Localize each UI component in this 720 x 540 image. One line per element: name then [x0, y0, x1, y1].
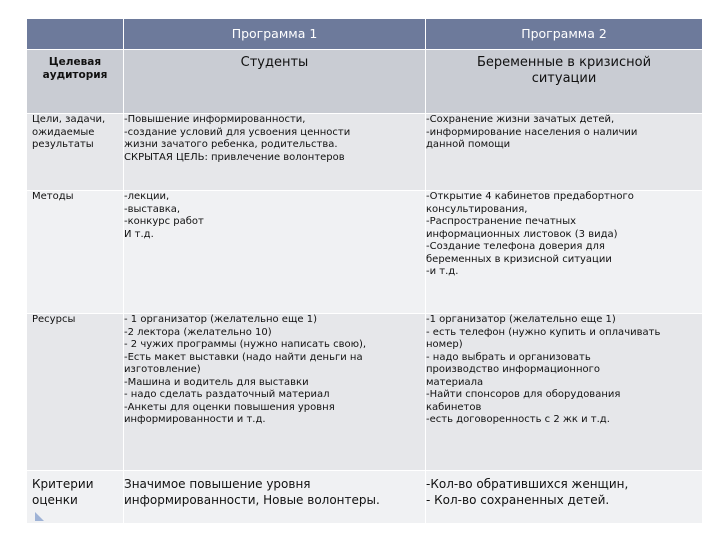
slide-corner-marker: [35, 512, 44, 521]
goals-program-2: [426, 114, 703, 191]
cell-line: оценки: [32, 492, 78, 507]
cell-line: Цели, задачи,: [32, 114, 106, 125]
cell-line: Методы: [32, 191, 74, 202]
cell-line: беременных в кризисной ситуации: [426, 253, 612, 265]
cell-line: информированности, Новые волонтеры.: [124, 492, 380, 507]
cell-line: -Распространение печатных: [426, 216, 577, 227]
cell-line: Значимое повышение уровня: [124, 477, 311, 491]
cell-line: - есть телефон (нужно купить и оплачивать: [426, 326, 661, 338]
audience-label: [27, 50, 124, 114]
audience-program-1: Студенты: [124, 50, 426, 114]
row-criteria: [27, 471, 703, 524]
cell-line: -Машина и водитель для выставки: [124, 376, 309, 388]
row-goals: [27, 114, 703, 191]
cell-line: СКРЫТАЯ ЦЕЛЬ: привлечение волонтеров: [124, 151, 345, 163]
criteria-program-1: [124, 471, 426, 524]
cell-line: номер): [426, 339, 463, 350]
methods-label: [27, 191, 124, 314]
cell-line: информационных листовок (3 вида): [426, 228, 618, 240]
cell-line: - надо сделать раздаточный материал: [124, 389, 330, 400]
header-row: [27, 19, 703, 50]
cell-line: жизни зачатого ребенка, родительства.: [124, 139, 338, 150]
comparison-table: [26, 18, 703, 524]
criteria-program-2: [426, 471, 703, 524]
cell-line: -Сохранение жизни зачатых детей,: [426, 114, 615, 125]
cell-line: кабинетов: [426, 401, 482, 413]
methods-program-2: [426, 191, 703, 314]
cell-line: производство информационного: [426, 364, 600, 375]
cell-line: -Найти спонсоров для оборудования: [426, 389, 621, 400]
cell-line: - Кол-во сохраненных детей.: [426, 492, 610, 507]
cell-line: -2 лектора (желательно 10): [124, 326, 272, 338]
cell-line: изготовление): [124, 364, 201, 375]
header-program-2: Программа 2: [426, 19, 703, 50]
resources-program-2: [426, 314, 703, 471]
cell-line: ожидаемые: [32, 126, 95, 138]
goals-program-1: [124, 114, 426, 191]
cell-line: данной помощи: [426, 139, 511, 150]
cell-line: -информирование населения о наличии: [426, 126, 638, 138]
cell-line: -Кол-во обратившихся женщин,: [426, 477, 629, 491]
audience-p2-line: ситуации: [531, 71, 597, 87]
cell-line: - 1 организатор (желательно еще 1): [124, 314, 317, 325]
resources-label: [27, 314, 124, 471]
row-resources: [27, 314, 703, 471]
cell-line: - 2 чужих программы (нужно написать свою),: [124, 339, 367, 350]
cell-line: -Создание телефона доверия для: [426, 241, 605, 252]
cell-line: материала: [426, 376, 484, 388]
methods-program-1: [124, 191, 426, 314]
cell-line: -конкурс работ: [124, 216, 204, 227]
header-empty-cell: [27, 19, 124, 50]
cell-line: результаты: [32, 139, 94, 150]
cell-line: -лекции,: [124, 191, 170, 202]
audience-label-line: аудитория: [42, 69, 108, 82]
cell-line: -есть договоренность с 2 жк и т.д.: [426, 414, 610, 425]
row-audience: [27, 50, 703, 114]
audience-program-2: [426, 50, 703, 114]
cell-line: И т.д.: [124, 228, 154, 240]
resources-program-1: [124, 314, 426, 471]
cell-line: -и т.д.: [426, 266, 459, 277]
cell-line: информированности и т.д.: [124, 414, 266, 425]
goals-label: [27, 114, 124, 191]
audience-p2-line: Беременные в кризисной: [476, 55, 652, 70]
cell-line: -создание условий для усвоения ценности: [124, 126, 351, 138]
header-program-1: Программа 1: [124, 19, 426, 50]
audience-label-line: Целевая: [48, 56, 102, 68]
cell-line: -Повышение информированности,: [124, 114, 306, 125]
cell-line: Критерии: [32, 477, 94, 491]
cell-line: -Открытие 4 кабинетов предабортного: [426, 191, 634, 202]
cell-line: Ресурсы: [32, 314, 76, 325]
cell-line: консультирования,: [426, 203, 528, 215]
row-methods: [27, 191, 703, 314]
cell-line: -1 организатор (желательно еще 1): [426, 314, 616, 325]
cell-line: -Анкеты для оценки повышения уровня: [124, 401, 335, 413]
cell-line: - надо выбрать и организовать: [426, 351, 591, 363]
cell-line: -Есть макет выставки (надо найти деньги на: [124, 351, 363, 363]
cell-line: -выставка,: [124, 203, 181, 215]
